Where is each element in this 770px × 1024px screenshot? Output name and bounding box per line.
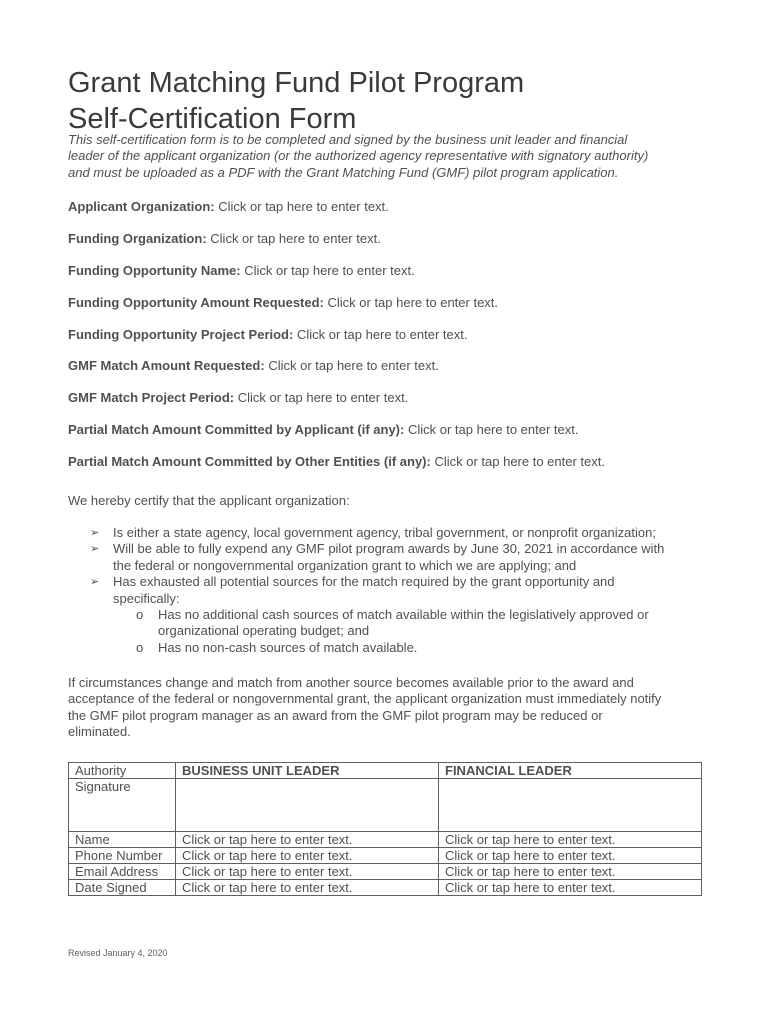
list-item-text: specifically: xyxy=(113,590,180,606)
list-item-text: Has no non-cash sources of match available. xyxy=(158,639,418,655)
list-item xyxy=(68,525,708,541)
fin-date-input[interactable]: Click or tap here to enter text. xyxy=(439,880,702,896)
funding-opportunity-period-input[interactable]: Click or tap here to enter text. xyxy=(296,327,468,342)
title-line-1: Grant Matching Fund Pilot Program xyxy=(68,67,525,100)
sub-list-item xyxy=(68,640,708,656)
list-item-text: the federal or nongovernmental organization grant to which we are applying; and xyxy=(113,557,577,573)
partial-match-applicant-input[interactable]: Click or tap here to enter text. xyxy=(407,422,579,437)
intro-line: leader of the applicant organization (or the authorized agency representative with signatory authority) xyxy=(68,148,649,164)
field-label: Funding Opportunity Project Period: xyxy=(68,327,294,342)
circle-bullet-icon: o xyxy=(136,639,144,655)
funding-opportunity-amount-input[interactable]: Click or tap here to enter text. xyxy=(327,295,499,310)
applicant-organization-input[interactable]: Click or tap here to enter text. xyxy=(218,199,389,214)
bul-phone-input[interactable]: Click or tap here to enter text. xyxy=(176,848,439,864)
field-label: Partial Match Amount Committed by Applicant (if any): xyxy=(68,422,405,437)
intro-paragraph xyxy=(68,132,708,181)
fin-phone-input[interactable]: Click or tap here to enter text. xyxy=(439,848,702,864)
field-label: GMF Match Project Period: xyxy=(68,390,235,405)
field-funding-opportunity-period xyxy=(68,327,467,343)
arrow-bullet-icon: ➢ xyxy=(90,543,100,556)
list-item-text: Will be able to fully expend any GMF pilot program awards by June 30, 2021 in accordance with xyxy=(113,541,665,557)
header-business-unit-leader: BUSINESS UNIT LEADER xyxy=(176,763,439,779)
arrow-bullet-icon: ➢ xyxy=(90,527,100,539)
bul-date-input[interactable]: Click or tap here to enter text. xyxy=(176,880,439,896)
table-row xyxy=(69,848,702,864)
list-item xyxy=(68,574,708,607)
circle-bullet-icon: o xyxy=(136,607,144,623)
table-row xyxy=(69,880,702,896)
funding-organization-input[interactable]: Click or tap here to enter text. xyxy=(210,231,381,246)
bul-name-input[interactable]: Click or tap here to enter text. xyxy=(176,832,439,848)
page-title xyxy=(68,65,708,137)
fin-email-input[interactable]: Click or tap here to enter text. xyxy=(439,864,702,880)
arrow-bullet-icon: ➢ xyxy=(90,576,100,589)
row-label: Signature xyxy=(69,779,176,832)
field-applicant-organization xyxy=(68,199,389,215)
revision-note: Revised January 4, 2020 xyxy=(68,948,168,958)
field-label: GMF Match Amount Requested: xyxy=(68,358,265,373)
closing-line: acceptance of the federal or nongovernmental grant, the applicant organization must immediately notify xyxy=(68,691,662,707)
field-funding-organization xyxy=(68,231,381,247)
field-funding-opportunity-amount xyxy=(68,295,498,311)
table-header-row xyxy=(69,763,702,779)
list-item-text: Is either a state agency, local government agency, tribal government, or nonprofit organization; xyxy=(113,525,656,540)
row-label: Phone Number xyxy=(69,848,176,864)
row-label: Email Address xyxy=(69,864,176,880)
closing-line: the GMF pilot program manager as an award from the GMF pilot program may be reduced or xyxy=(68,707,603,723)
field-label: Funding Organization: xyxy=(68,231,207,246)
field-partial-match-applicant xyxy=(68,422,579,438)
partial-match-others-input[interactable]: Click or tap here to enter text. xyxy=(434,454,605,469)
header-authority: Authority xyxy=(69,763,176,779)
field-label: Funding Opportunity Name: xyxy=(68,263,241,278)
signature-table xyxy=(68,762,702,896)
header-financial-leader: FINANCIAL LEADER xyxy=(439,763,702,779)
gmf-match-period-input[interactable]: Click or tap here to enter text. xyxy=(237,390,409,405)
table-row xyxy=(69,832,702,848)
closing-line: eliminated. xyxy=(68,724,131,740)
row-label: Name xyxy=(69,832,176,848)
title-line-2: Self-Certification Form xyxy=(68,103,357,136)
closing-line: If circumstances change and match from another source becomes available prior to the award and xyxy=(68,675,634,690)
table-row xyxy=(69,779,702,832)
bul-email-input[interactable]: Click or tap here to enter text. xyxy=(176,864,439,880)
certification-list xyxy=(68,525,708,656)
field-label: Applicant Organization: xyxy=(68,199,215,214)
field-funding-opportunity-name xyxy=(68,263,415,279)
field-partial-match-others xyxy=(68,454,605,470)
row-label: Date Signed xyxy=(69,880,176,896)
fin-name-input[interactable]: Click or tap here to enter text. xyxy=(439,832,702,848)
closing-paragraph xyxy=(68,675,708,741)
bul-signature-field[interactable] xyxy=(176,779,439,832)
list-item-text: Has no additional cash sources of match available within the legislatively approved or xyxy=(158,607,649,623)
sub-list-item xyxy=(68,607,708,640)
list-item-text: organizational operating budget; and xyxy=(158,623,370,639)
table-row xyxy=(69,864,702,880)
field-gmf-match-amount xyxy=(68,358,439,374)
funding-opportunity-name-input[interactable]: Click or tap here to enter text. xyxy=(244,263,415,278)
gmf-match-amount-input[interactable]: Click or tap here to enter text. xyxy=(268,358,439,373)
intro-line: and must be uploaded as a PDF with the Grant Matching Fund (GMF) pilot program application. xyxy=(68,164,619,180)
certify-statement: We hereby certify that the applicant organization: xyxy=(68,493,350,508)
field-label: Funding Opportunity Amount Requested: xyxy=(68,295,324,310)
list-item-text: Has exhausted all potential sources for the match required by the grant opportunity and xyxy=(113,574,615,590)
field-label: Partial Match Amount Committed by Other Entities (if any): xyxy=(68,454,431,469)
field-gmf-match-period xyxy=(68,390,408,406)
intro-line: This self-certification form is to be completed and signed by the business unit leader and financial xyxy=(68,132,628,147)
list-item xyxy=(68,541,708,574)
fin-signature-field[interactable] xyxy=(439,779,702,832)
